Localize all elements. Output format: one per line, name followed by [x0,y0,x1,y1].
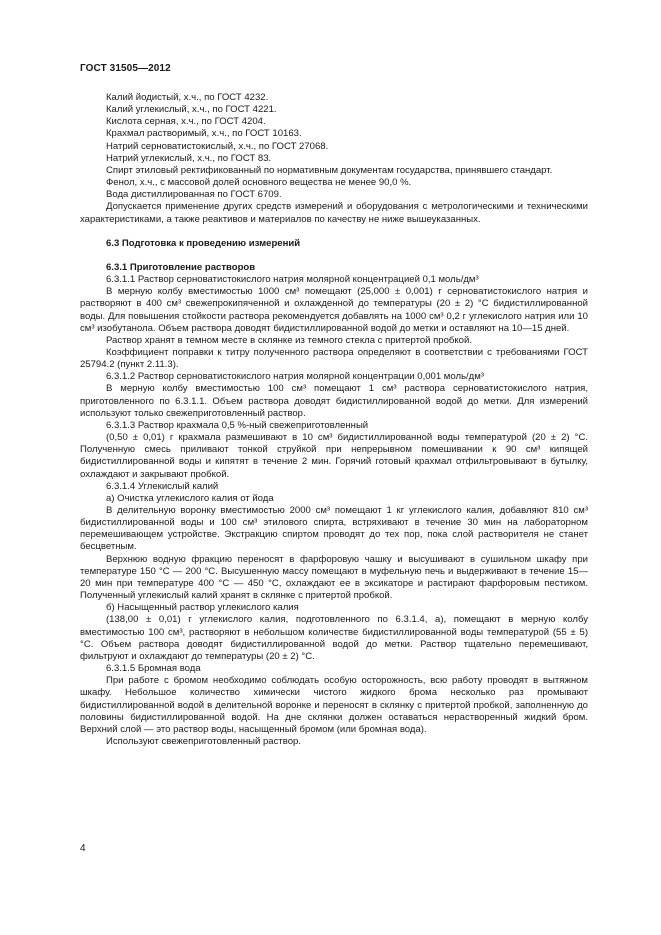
paragraph: Натрий серноватистокислый, х.ч., по ГОСТ 27068. [106,140,329,152]
paragraph: б) Насыщенный раствор углекислого калия [106,602,299,614]
paragraph: Спирт этиловый ректификованный по нормативным документам государства, принявшего стандарт. [106,164,553,176]
paragraph: Фенол, х.ч., с массовой долей основного вещества не менее 90,0 %. [106,177,412,189]
document-body [80,92,588,748]
paragraph: (138,00 ± 0,01) г углекислого калия, подготовленного по 6.3.1.4, а), помещают в мерную колбу вместимостью 100 см³, растворяют в небольшом количестве бидистиллированной воды температурой (55 ± 5) °С. Объем раствора доводят бидистиллированной водой до метки. Раствор тщательно перемешивают, фильтруют и охлаждают до температуры (20 ± 2) °С. [80,614,588,662]
paragraph: 6.3.1.3 Раствор крахмала 0,5 %-ный свежеприготовленный [106,419,369,431]
paragraph: При работе с бромом необходимо соблюдать особую осторожность, всю работу проводят в вытяжном шкафу. Небольшое количество химически чистого жидкого брома несколько раз промывают бидистиллированной водой в делительной воронке и переносят в склянку с притертой пробкой, заполненную до половины бидистиллированной водой. На дне склянки должен оставаться нерастворенный жидкий бром. Верхний слой — это раствор воды, насыщенный бромом (или бромная вода). [80,675,588,735]
paragraph: 6.3.1.5 Бромная вода [106,663,201,675]
section-gap [80,226,588,238]
paragraph: Натрий углекислый, х.ч., по ГОСТ 83. [106,152,272,164]
paragraph: Крахмал растворимый, х.ч., по ГОСТ 10163. [106,128,302,140]
paragraph: а) Очистка углекислого калия от йода [106,492,274,504]
paragraph: 6.3.1.4 Углекислый калий [106,480,219,492]
paragraph: В мерную колбу вместимостью 1000 см³ помещают (25,000 ± 0,001) г серноватистокислого натрия и растворяют в 400 см³ свежепрокипяченной и охлажденной до температуры (20 ± 2) °С бидистиллированной воды. Для повышения стойкости раствора рекомендуется добавлять на 1000 см³ 0,2 г углекислого натрия или 10 см³ изобутанола. Объем раствора доводят бидистиллированной водой до метки и оставляют на 10—15 дней. [80,286,588,334]
paragraph: Коэффициент поправки к титру полученного раствора определяют в соответствии с требованиями ГОСТ 25794.2 (пункт 2.11.3). [80,346,588,371]
paragraph: (0,50 ± 0,01) г крахмала размешивают в 10 см³ бидистиллированной воды температурой (20 ± 2) °С. Полученную смесь приливают тонкой струйкой при непрерывном помешивании к 90 см³ кипящей бидистиллированной воды и кипятят в течение 2 мин. Горячий готовый крахмал отфильтровывают в бутылку, охлаждают и закрывают пробкой. [80,432,588,480]
paragraph: Вода дистиллированная по ГОСТ 6709. [106,189,282,201]
section-heading: 6.3 Подготовка к проведению измерений [106,237,301,249]
page-header: ГОСТ 31505—2012 [80,63,171,74]
section-heading: 6.3.1 Приготовление растворов [106,261,256,273]
paragraph: В мерную колбу вместимостью 100 см³ помещают 1 см³ раствора серноватистокислого натрия, приготовленного по 6.3.1.1. Объем раствора доводят бидистиллированной водой до метки. Для измерений используют только свежеприготовленный раствор. [80,383,588,419]
paragraph: Кислота серная, х.ч., по ГОСТ 4204. [106,116,266,128]
section-gap [80,250,588,262]
paragraph: Верхнюю водную фракцию переносят в фарфоровую чашку и высушивают в сушильном шкафу при температуре 150 °С — 200 °С. Высушенную массу помещают в муфельную печь и выдерживают в течение 15—20 мин при температуре 400 °С — 450 °С, охлаждают ее в эксикаторе и растирают фарфоровым пестиком. Полученный углекислый калий хранят в склянке с притертой пробкой. [80,553,588,602]
paragraph: Калий углекислый, х.ч., по ГОСТ 4221. [106,104,277,116]
paragraph: В делительную воронку вместимостью 2000 см³ помещают 1 кг углекислого калия, добавляют 810 см³ бидистиллированной воды и 100 см³ этилового спирта, встряхивают в течение 30 мин на лабораторном перемешивающем устройстве. Экстракцию спиртом проводят до тех пор, пока слой растворителя не станет бесцветным. [80,505,588,553]
paragraph: Раствор хранят в темном месте в склянке из темного стекла с притертой пробкой. [106,334,472,346]
page-number: 4 [80,843,86,854]
paragraph: Используют свежеприготовленный раствор. [106,735,301,747]
paragraph: 6.3.1.1 Раствор серноватистокислого натрия молярной концентрацией 0,1 моль/дм³ [106,274,479,286]
paragraph: Допускается применение других средств измерений и оборудования с метрологическими и техническими характеристиками, а также реактивов и материалов по качеству не ниже вышеуказанных. [80,201,588,225]
paragraph: 6.3.1.2 Раствор серноватистокислого натрия молярной концентрации 0,001 моль/дм³ [106,371,484,383]
paragraph: Калий йодистый, х.ч., по ГОСТ 4232. [106,92,269,103]
